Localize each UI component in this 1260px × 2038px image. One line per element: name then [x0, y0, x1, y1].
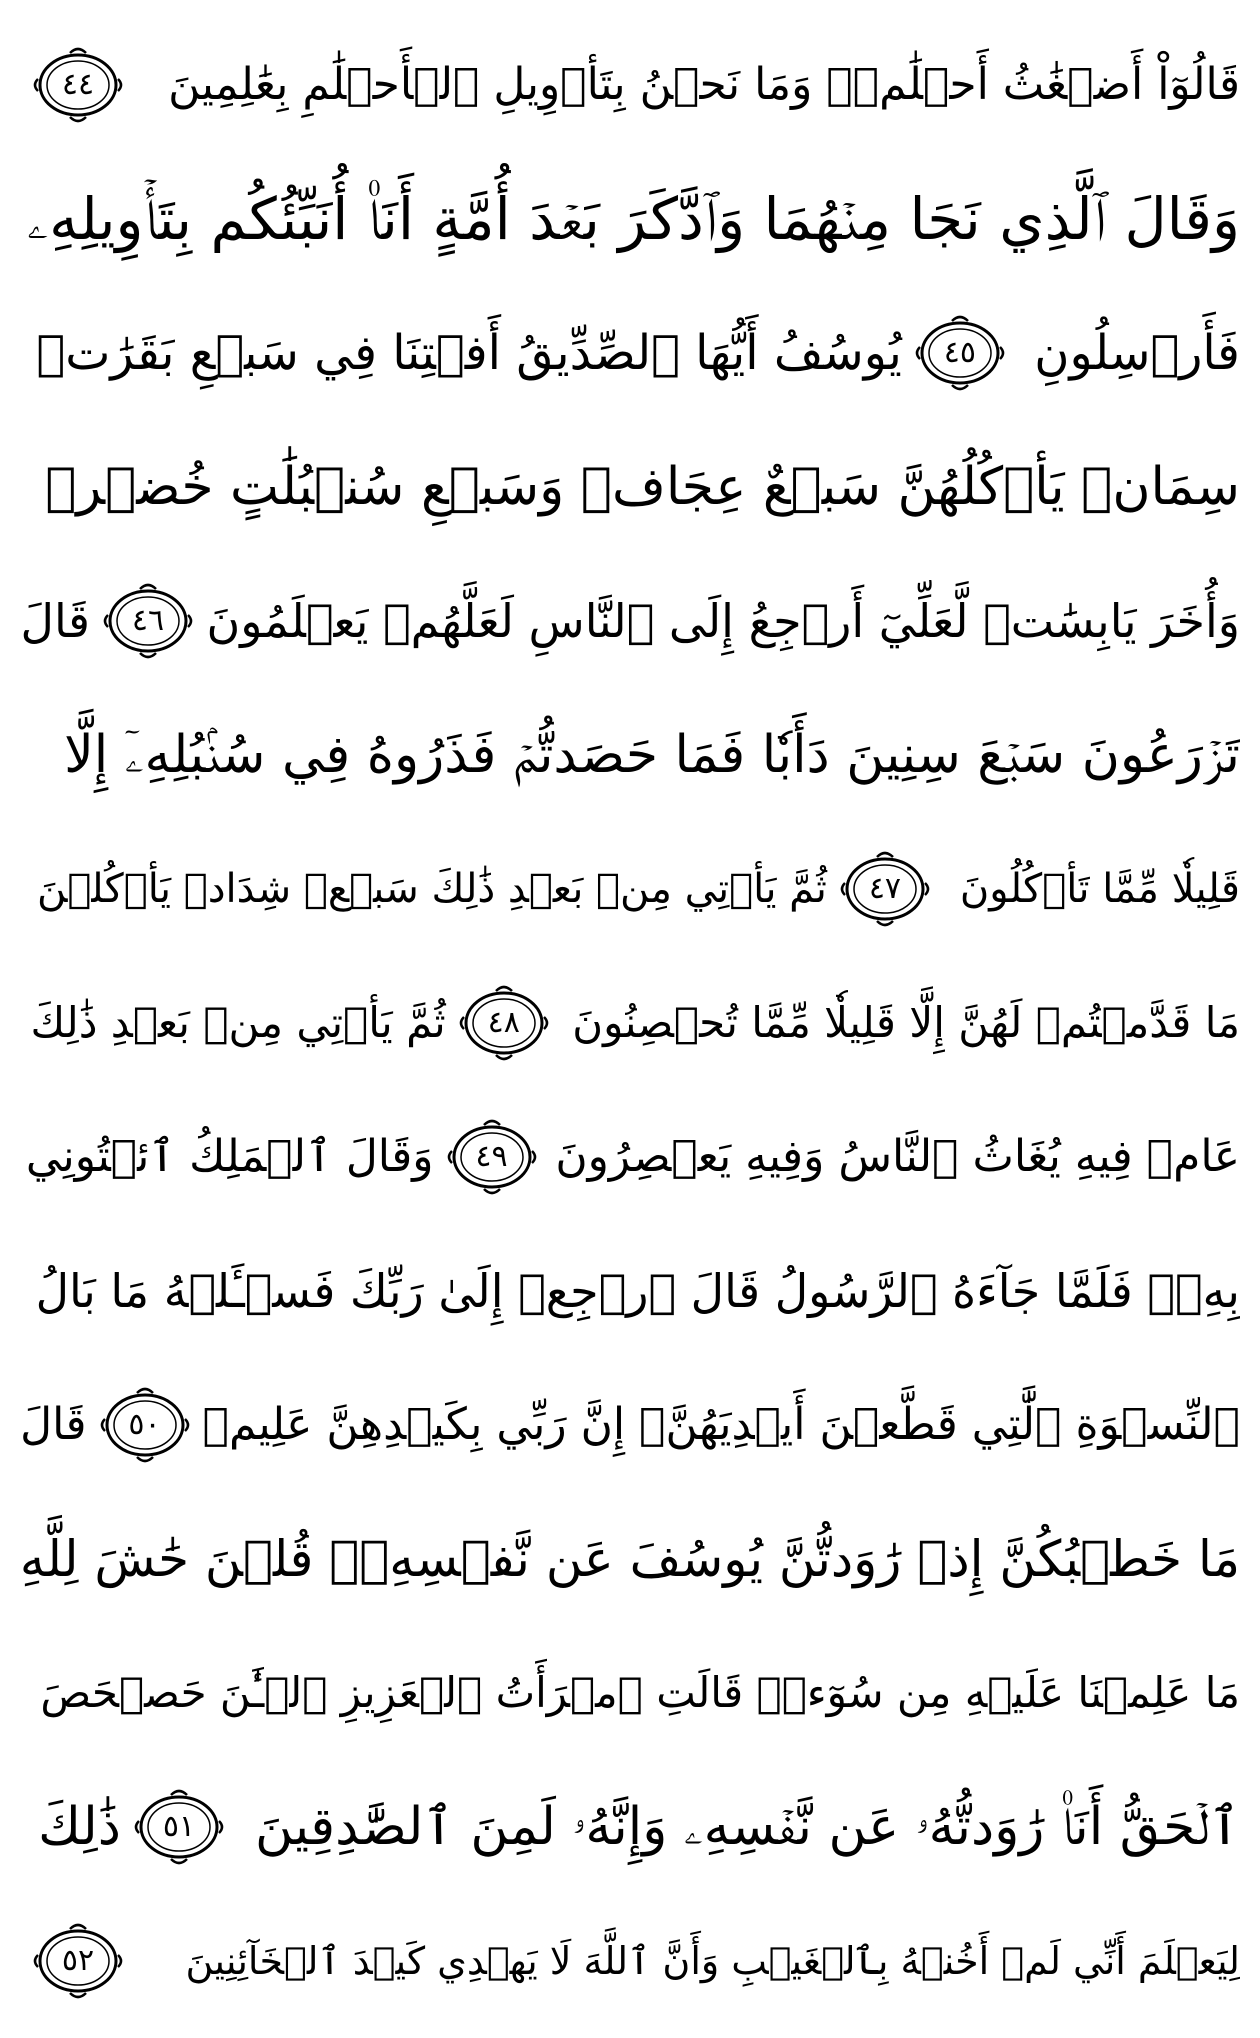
verse-line — [20, 688, 1240, 822]
ayah-end-marker — [102, 581, 194, 661]
verse-text: وَأُخَرَ يَابِسَٰتٖ لَّعَلِّيٓ أَرۡجِعُ إِلَى ٱلنَّاسِ لَعَلَّهُمۡ يَعۡلَمُونَ — [206, 594, 1240, 648]
verse-line — [20, 1358, 1240, 1492]
verse-line — [20, 1224, 1240, 1358]
ayah-number: ٥١ — [162, 1809, 196, 1844]
verse-text: فَأَرۡسِلُونِ — [1034, 325, 1240, 381]
verse-text: بِهِۦۖ فَلَمَّا جَآءَهُ ٱلرَّسُولُ قَالَ ٱرۡجِعۡ إِلَىٰ رَبِّكَ فَسۡـَٔلۡهُ مَا بَالُ — [35, 1264, 1240, 1318]
verse-line — [20, 420, 1240, 554]
verse-text: وَقَالَ ٱلَّذِي نَجَا مِنۡهُمَا وَٱدَّكَرَ بَعۡدَ أُمَّةٍ أَنَا۠ أُنَبِّئُكُم بِتَأۡوِيلِهِۦ — [27, 185, 1240, 253]
verse-line — [20, 554, 1240, 688]
verse-line — [20, 956, 1240, 1090]
ayah-end-marker — [32, 45, 124, 125]
verse-text: لِيَعۡلَمَ أَنِّي لَمۡ أَخُنۡهُ بِٱلۡغَيۡبِ وَأَنَّ ٱللَّهَ لَا يَهۡدِي كَيۡدَ ٱلۡخَآئِنِينَ — [185, 1939, 1240, 1983]
verse-text: قَالُوٓاْ أَضۡغَٰثُ أَحۡلَٰمٖۖ وَمَا نَحۡنُ بِتَأۡوِيلِ ٱلۡأَحۡلَٰمِ بِعَٰلِمِينَ — [168, 59, 1240, 110]
verse-text: سِمَانٖ يَأۡكُلُهُنَّ سَبۡعٌ عِجَافٞ وَسَبۡعِ سُنۢبُلَٰتٍ خُضۡرٖ — [45, 457, 1240, 517]
ayah-end-marker — [914, 313, 1006, 393]
ayah-number: ٤٨ — [487, 1005, 520, 1040]
verse-text: ٱلۡحَقُّ أَنَا۠ رَٰوَدتُّهُۥ عَن نَّفۡسِهِۦ وَإِنَّهُۥ لَمِنَ ٱلصَّٰدِقِينَ — [255, 1797, 1240, 1857]
ayah-number: ٤٥ — [943, 335, 977, 370]
verse-text: ٱلنِّسۡوَةِ ٱلَّٰتِي قَطَّعۡنَ أَيۡدِيَهُنَّۚ إِنَّ رَبِّي بِكَيۡدِهِنَّ عَلِيمٞ — [202, 1399, 1240, 1450]
ayah-number: ٤٦ — [131, 603, 165, 638]
verse-text: ذَٰلِكَ — [38, 1797, 121, 1857]
ayah-end-marker — [133, 1787, 225, 1867]
ayah-end-marker — [446, 1117, 538, 1197]
verse-text: عَامٞ فِيهِ يُغَاثُ ٱلنَّاسُ وَفِيهِ يَعۡصِرُونَ — [555, 1131, 1240, 1182]
verse-text: ثُمَّ يَأۡتِي مِنۢ بَعۡدِ ذَٰلِكَ — [30, 998, 446, 1047]
verse-text: وَقَالَ ٱلۡمَلِكُ ٱئۡتُونِي — [25, 1131, 434, 1182]
verse-line — [20, 1090, 1240, 1224]
verse-text: ثُمَّ يَأۡتِي مِنۢ بَعۡدِ ذَٰلِكَ سَبۡعٞ شِدَادٞ يَأۡكُلۡنَ — [36, 866, 827, 912]
verse-line — [20, 1894, 1240, 2028]
verse-text: يُوسُفُ أَيُّهَا ٱلصِّدِّيقُ أَفۡتِنَا فِي سَبۡعِ بَقَرَٰتٖ — [36, 325, 902, 381]
verse-text: قَلِيلٗا مِّمَّا تَأۡكُلُونَ — [959, 866, 1240, 912]
ayah-end-marker — [32, 1921, 124, 2001]
verse-line — [20, 18, 1240, 152]
verse-text: تَزۡرَعُونَ سَبۡعَ سِنِينَ دَأَبٗا فَمَا حَصَدتُّمۡ فَذَرُوهُ فِي سُنۢبُلِهِۦٓ إِلَّا — [64, 725, 1240, 785]
verse-line — [20, 152, 1240, 286]
verse-text: مَا عَلِمۡنَا عَلَيۡهِ مِن سُوٓءٖۚ قَالَتِ ٱمۡرَأَتُ ٱلۡعَزِيزِ ٱلۡـَٰٔنَ حَصۡحَصَ — [40, 1668, 1240, 1717]
ayah-number: ٤٩ — [475, 1139, 508, 1174]
ayah-end-marker — [458, 983, 550, 1063]
verse-text: مَا قَدَّمۡتُمۡ لَهُنَّ إِلَّا قَلِيلٗا مِّمَّا تُحۡصِنُونَ — [572, 998, 1240, 1047]
ayah-number: ٤٧ — [868, 871, 902, 906]
ayah-number: ٤٤ — [61, 67, 95, 102]
verse-line — [20, 286, 1240, 420]
ayah-end-marker — [99, 1385, 191, 1465]
verse-line — [20, 1626, 1240, 1760]
verse-text: قَالَ — [20, 594, 90, 648]
mushaf-page — [20, 0, 1240, 2038]
ayah-number: ٥٢ — [61, 1943, 95, 1978]
verse-line — [20, 1492, 1240, 1626]
verse-text: قَالَ — [20, 1399, 87, 1450]
verse-line — [20, 822, 1240, 956]
verse-text: مَا خَطۡبُكُنَّ إِذۡ رَٰوَدتُّنَّ يُوسُفَ عَن نَّفۡسِهِۦۚ قُلۡنَ حَٰشَ لِلَّهِ — [20, 1530, 1240, 1588]
verse-line — [20, 1760, 1240, 1894]
ayah-end-marker — [839, 849, 931, 929]
ayah-number: ٥٠ — [128, 1407, 161, 1442]
